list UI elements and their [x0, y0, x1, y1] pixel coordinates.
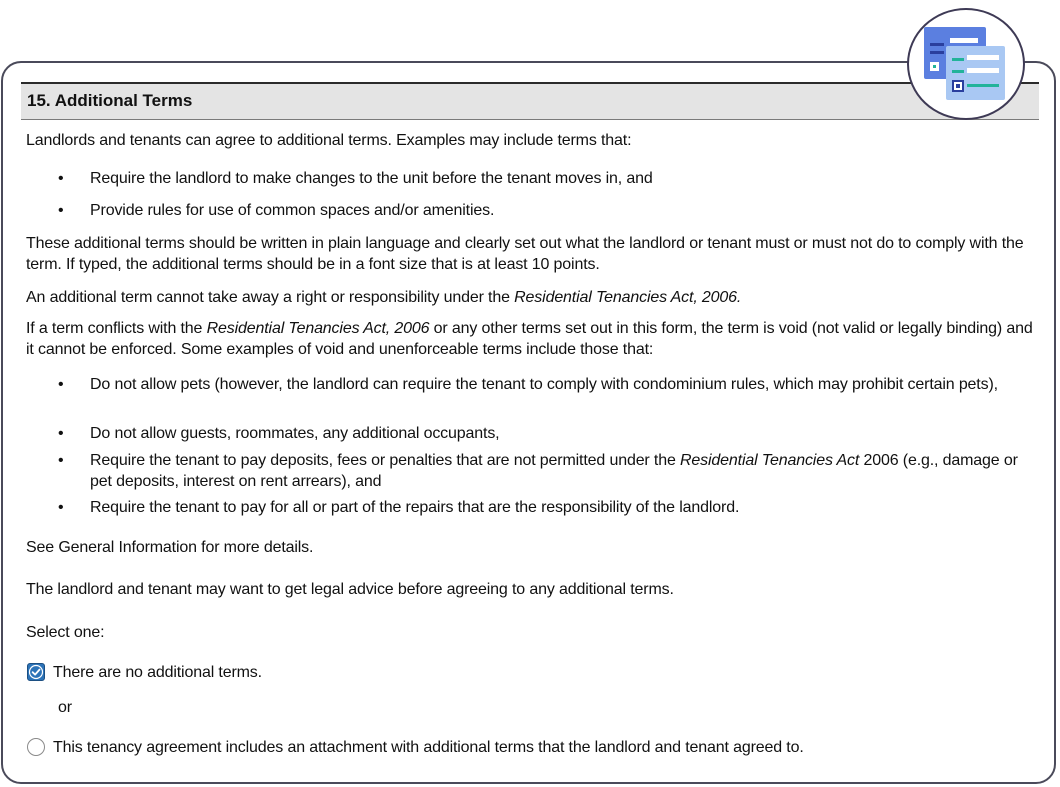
void-term-text: Require the tenant to pay for all or part of the repairs that are the responsibility of the landlord.: [90, 499, 740, 516]
section-title: 15. Additional Terms: [27, 91, 193, 110]
checkmark-icon: [28, 664, 44, 680]
text-fragment: If a term conflicts with the: [26, 320, 207, 337]
attachment-terms-label[interactable]: This tenancy agreement includes an attachment with additional terms that the landlord and tenant agreed to.: [53, 739, 804, 756]
text-fragment: An additional term cannot take away a right or responsibility under the: [26, 289, 515, 306]
text-fragment: or any other terms set out in this form, the term is void (not valid or legally binding) and it cannot be enforced. Some examples of void and unenforceable terms include those that:: [26, 320, 1033, 358]
bullet-glyph: •: [58, 170, 64, 187]
text-fragment: Require the tenant to pay deposits, fees or penalties that are not permitted under the: [90, 452, 680, 469]
void-term-text: Do not allow pets (however, the landlord can require the tenant to comply with condominium rules, which may prohibit certain pets),: [90, 376, 998, 393]
conflicts-text: [26, 318, 1041, 360]
intro-text: Landlords and tenants can agree to additional terms. Examples may include terms that:: [26, 132, 632, 149]
cannot-take-away-text: [26, 287, 1041, 308]
bullet-glyph: •: [58, 452, 64, 469]
act-name: Residential Tenancies Act, 2006: [206, 320, 430, 337]
void-term-text: Do not allow guests, roommates, any additional occupants,: [90, 425, 500, 442]
or-text: or: [58, 699, 72, 716]
see-general-text: See General Information for more details.: [26, 539, 314, 556]
bullet-glyph: •: [58, 499, 64, 516]
act-name: Residential Tenancies Act, 2006: [514, 289, 737, 306]
void-term-text: [90, 450, 1018, 492]
bullet-glyph: •: [58, 202, 64, 219]
act-name: Residential Tenancies Act: [680, 452, 860, 469]
text-fragment: 2006 (e.g., damage or pet deposits, interest on rent arrears), and: [90, 452, 1018, 490]
no-additional-terms-checkbox[interactable]: [27, 663, 45, 681]
text-fragment: .: [736, 289, 742, 306]
example-term-text: Require the landlord to make changes to the unit before the tenant moves in, and: [90, 170, 653, 187]
form-document-icon: [907, 8, 1025, 120]
attachment-terms-checkbox[interactable]: [27, 738, 45, 756]
bullet-glyph: •: [58, 376, 64, 393]
bullet-glyph: •: [58, 425, 64, 442]
example-term-text: Provide rules for use of common spaces and/or amenities.: [90, 202, 495, 219]
legal-advice-text: The landlord and tenant may want to get legal advice before agreeing to any additional terms.: [26, 581, 674, 598]
plain-language-text: These additional terms should be written in plain language and clearly set out what the landlord or tenant must or must not do to comply with the term. If typed, the additional terms should be in a font size that is at least 10 points.: [26, 235, 1024, 273]
select-one-label: Select one:: [26, 624, 105, 641]
no-additional-terms-label[interactable]: There are no additional terms.: [53, 664, 262, 681]
